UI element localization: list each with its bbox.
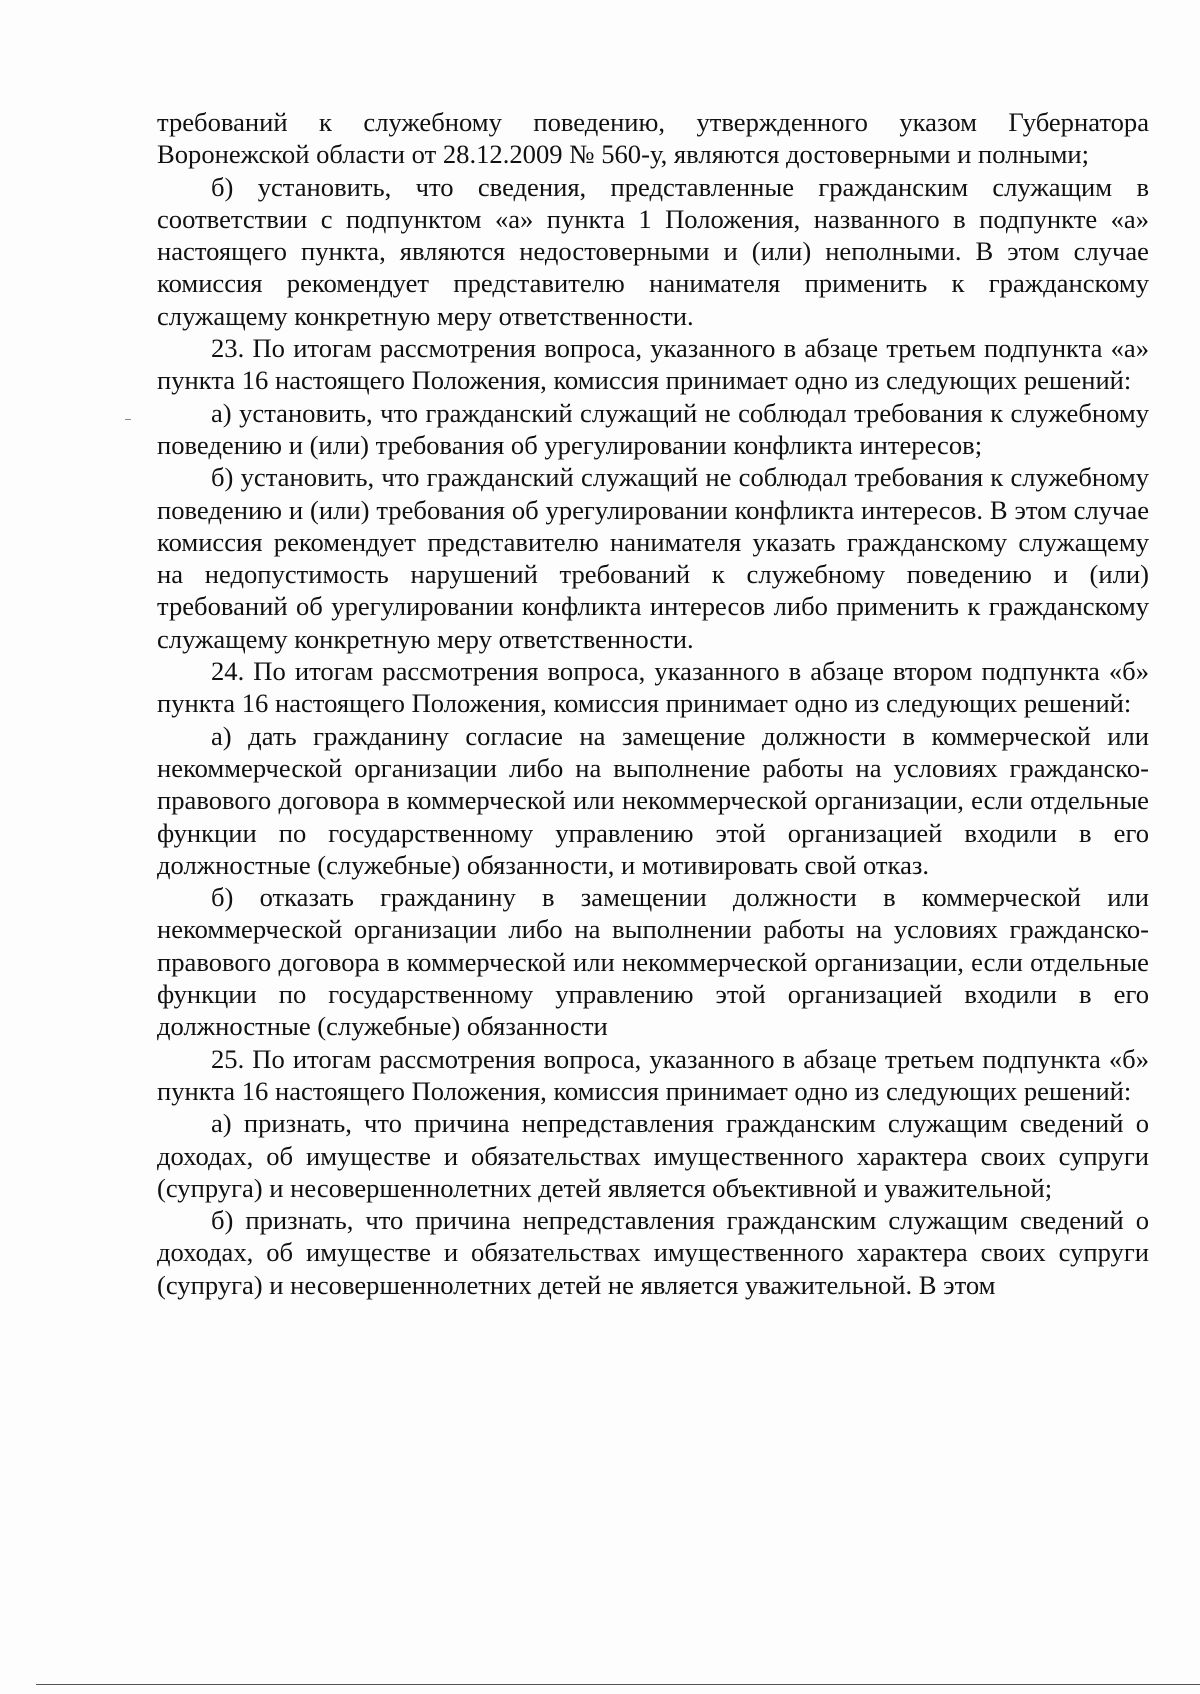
paragraph-25a: а) признать, что причина непредставления гражданским служащим сведений о доходах, об имуществе и обязательствах имущественного характера своих супруги (супруга) и несовершеннолетних детей является объективной и уважительной;: [157, 1108, 1149, 1203]
paragraph-24a: а) дать гражданину согласие на замещение должности в коммерческой или некоммерческой организации либо на выполнение работы на условиях гражданско-правового договора в коммерческой или некоммерческой организации, если отдельные функции по государственному управлению этой организацией входили в его должностные (служебные) обязанности, и мотивировать свой отказ.: [157, 720, 1149, 880]
paragraph-23: 23. По итогам рассмотрения вопроса, указанного в абзаце третьем подпункта «а» пункта 16 настоящего Положения, комиссия принимает одно из следующих решений:: [157, 333, 1149, 396]
paragraph-25b: б) признать, что причина непредставления гражданским служащим сведений о доходах, об имуществе и обязательствах имущественного характера своих супруги (супруга) и несовершеннолетних детей не является уважительной. В этом: [157, 1205, 1149, 1300]
paragraph-25: 25. По итогам рассмотрения вопроса, указанного в абзаце третьем подпункта «б» пункта 16 настоящего Положения, комиссия принимает одно из следующих решений:: [157, 1043, 1149, 1106]
paragraph-23b: б) установить, что гражданский служащий не соблюдал требования к служебному поведению и (или) требования об урегулировании конфликта интересов. В этом случае комиссия рекомендует представителю нанимателя указать гражданскому служащему на недопустимость нарушений требований к служебному поведению и (или) требований об урегулировании конфликта интересов либо применить к гражданскому служащему конкретную меру ответственности.: [157, 462, 1149, 654]
paragraph-24b: б) отказать гражданину в замещении должности в коммерческой или некоммерческой организации либо на выполнении работы на условиях гражданско-правового договора в коммерческой или некоммерческой организации, если отдельные функции по государственному управлению этой организацией входили в его должностные (служебные) обязанности: [157, 882, 1149, 1042]
document-body: [157, 106, 1149, 1301]
page-bottom-line: [36, 1684, 1200, 1685]
paragraph-continuation: требований к служебному поведению, утвержденного указом Губернатора Воронежской области от 28.12.2009 № 560-у, являются достоверными и полными;: [157, 107, 1149, 170]
paragraph-22b: б) установить, что сведения, представленные гражданским служащим в соответствии с подпунктом «а» пункта 1 Положения, названного в подпункте «а» настоящего пункта, являются недостоверными и (или) неполными. В этом случае комиссия рекомендует представителю нанимателя применить к гражданскому служащему конкретную меру ответственности.: [157, 171, 1149, 331]
paragraph-23a: а) установить, что гражданский служащий не соблюдал требования к служебному поведению и (или) требования об урегулировании конфликта интересов;: [157, 397, 1149, 460]
paragraph-24: 24. По итогам рассмотрения вопроса, указанного в абзаце втором подпункта «б» пункта 16 настоящего Положения, комиссия принимает одно из следующих решений:: [157, 656, 1149, 719]
margin-mark: [125, 419, 131, 420]
